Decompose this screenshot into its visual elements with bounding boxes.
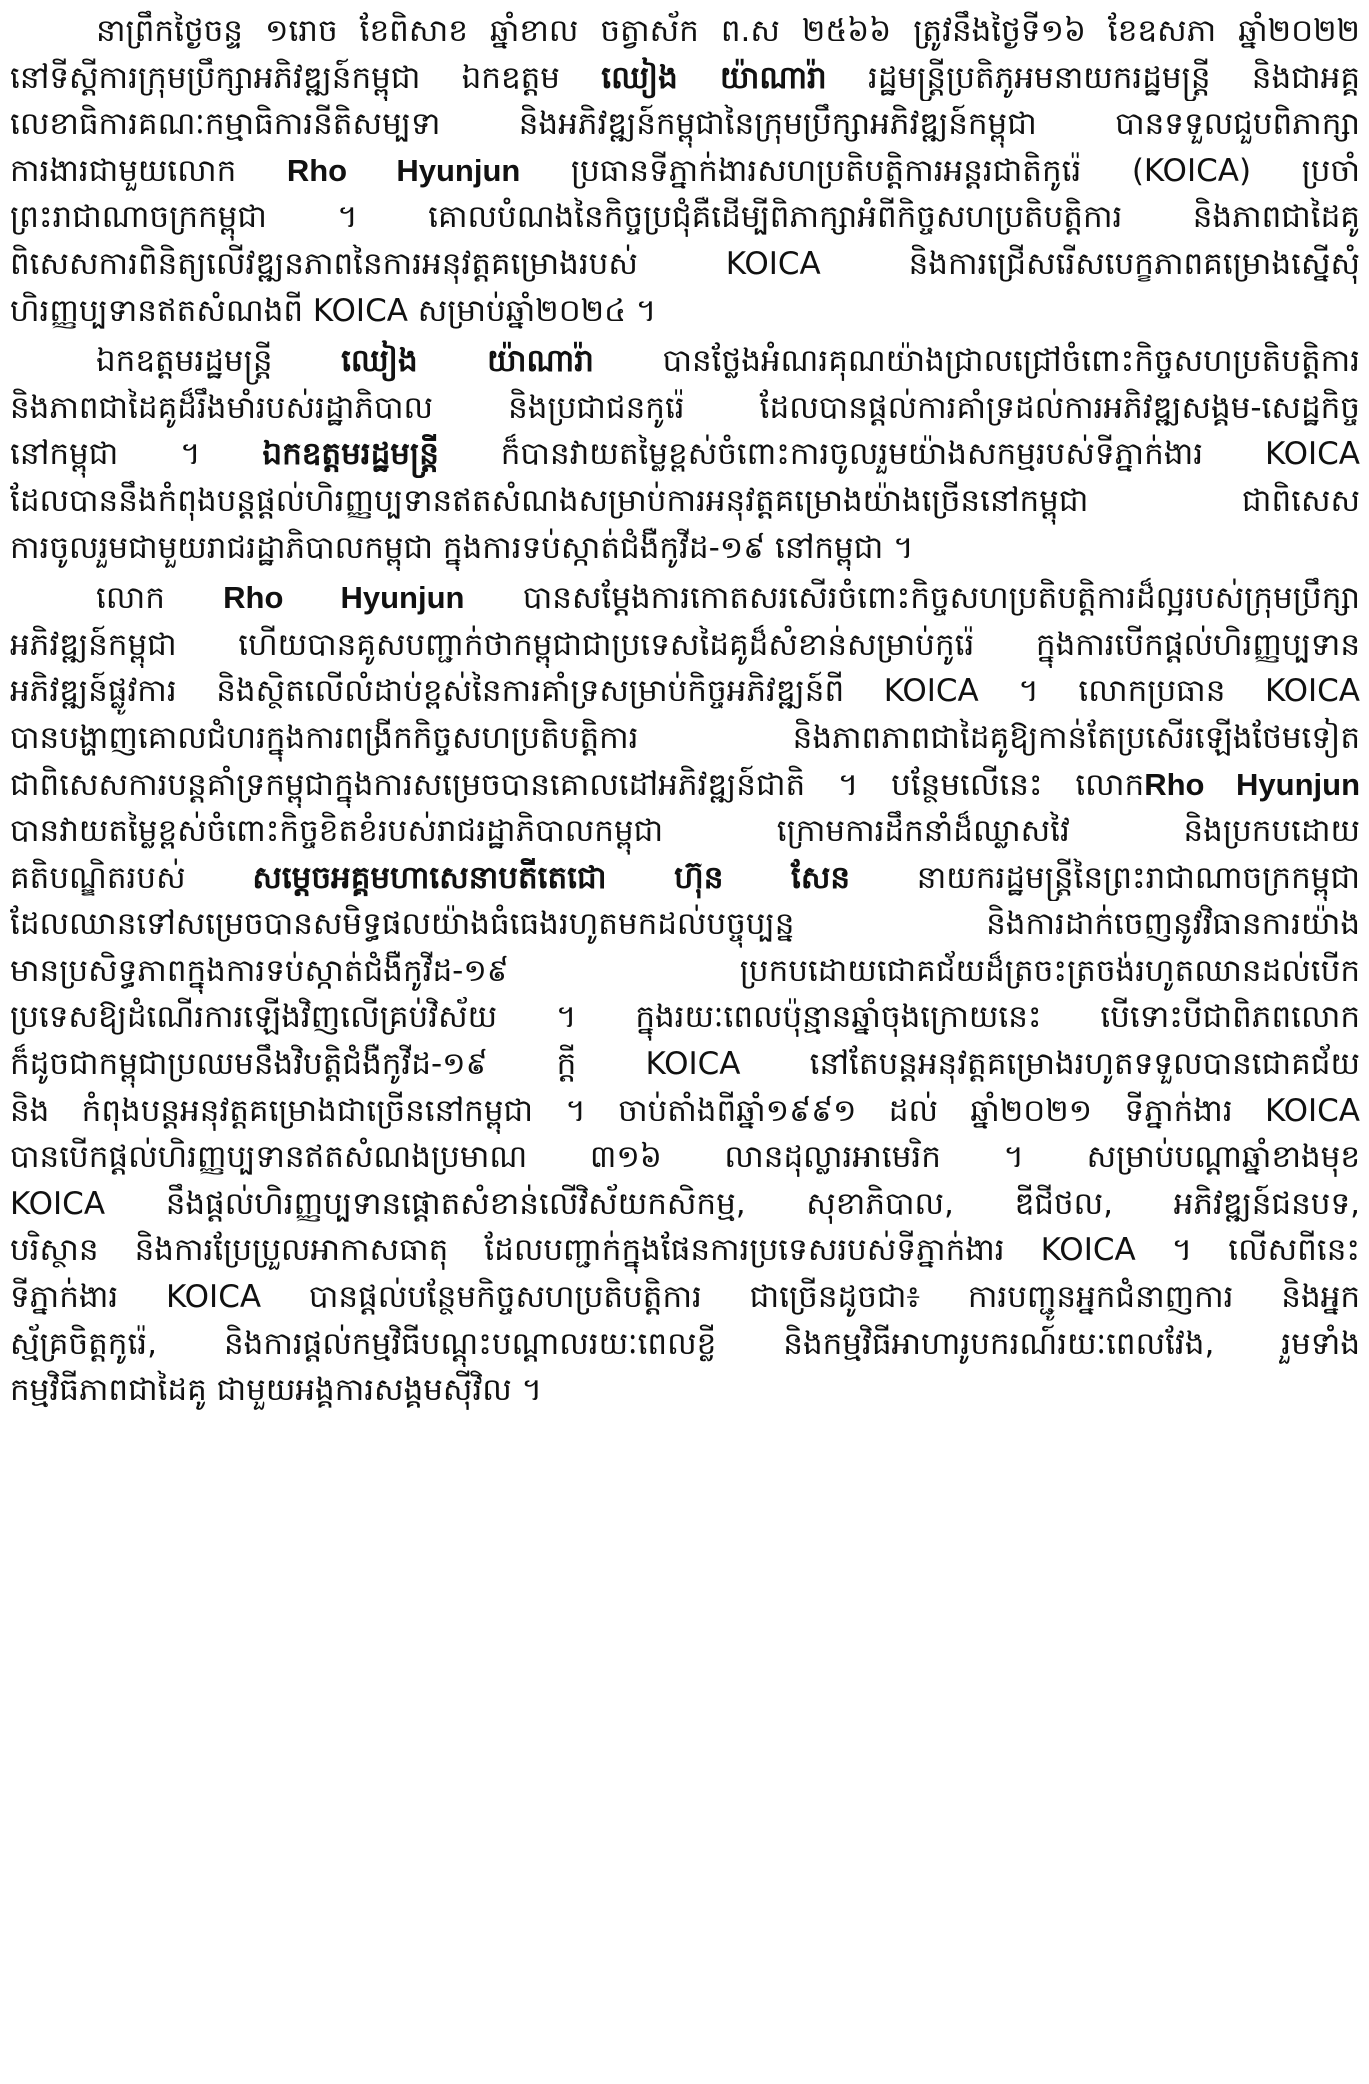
- text-line: [10, 101, 1360, 148]
- text-line: [10, 901, 1360, 948]
- text-line: [10, 385, 1360, 432]
- text-run: លោក: [96, 580, 224, 617]
- bold-name: Rho Hyunjun: [286, 152, 521, 188]
- text-run: គតិបណ្ឌិតរបស់: [10, 859, 253, 896]
- text-run: ជាពិសេសការបន្តគាំទ្រកម្ពុជាក្នុងការសម្រេចបានគោលដៅអភិវឌ្ឍន៍ជាតិ ។ បន្ថែមលើនេះ លោក: [10, 766, 1145, 803]
- text-run: ក៏ដូចជាកម្ពុជាប្រឈមនឹងវិបត្តិជំងឺកូវីដ-១៩ ក្ដី KOICA នៅតែបន្តអនុវត្តគម្រោងរហូតទទួលបានជោគជ័យ: [10, 1046, 1360, 1083]
- bold-name: ឯកឧត្តមរដ្ឋមន្ត្រី: [262, 436, 439, 473]
- text-run: និង កំពុងបន្តអនុវត្តគម្រោងជាច្រើននៅកម្ពុជា ។ ចាប់តាំងពីឆ្នាំ១៩៩១ ដល់ ឆ្នាំ២០២១ ទីភ្នាក់ងារ KOICA: [10, 1092, 1360, 1129]
- text-line: [10, 525, 1360, 572]
- text-line: [10, 338, 1360, 385]
- text-line: [10, 431, 1360, 478]
- text-run: ឯកឧត្តមរដ្ឋមន្ត្រី: [96, 343, 342, 380]
- text-line: [10, 1088, 1360, 1135]
- paragraph: [10, 338, 1360, 571]
- text-line: [10, 288, 1360, 335]
- bold-name: Rho Hyunjun: [1144, 766, 1360, 802]
- text-run: អភិវឌ្ឍន៍កម្ពុជា ហើយបានគូសបញ្ជាក់ថាកម្ពុជាជាប្រទេសដៃគូដ៏សំខាន់សម្រាប់កូរ៉េ ក្នុងការបើកផ្ដល់ហិរញ្ញប្បទាន: [10, 626, 1360, 663]
- text-run: ហិរញ្ញប្បទានឥតសំណងពី KOICA សម្រាប់ឆ្នាំ២០២៤ ។: [10, 292, 657, 329]
- text-line: [10, 1181, 1360, 1228]
- bold-name: ឈៀង យ៉ាណារ៉ា: [341, 343, 594, 380]
- text-run: នាយករដ្ឋមន្ត្រីនៃព្រះរាជាណាចក្រកម្ពុជា: [850, 859, 1360, 896]
- text-run: នៅកម្ពុជា ។: [10, 436, 263, 473]
- text-run: កម្មវិធីភាពជាដៃគូ ជាមួយអង្គការសង្គមស៊ីវិល ។: [10, 1372, 543, 1409]
- text-run: មានប្រសិទ្ធភាពក្នុងការទប់ស្កាត់ជំងឺកូវីដ-១៩ ប្រកបដោយជោគជ័យដ៏ត្រចះត្រចង់រហូតឈានដល់បើក: [10, 952, 1360, 989]
- text-line: [10, 1321, 1360, 1368]
- text-run: ស្ម័គ្រចិត្តកូរ៉េ, និងការផ្ដល់កម្មវិធីបណ្ដុះបណ្ដាលរយៈពេលខ្លី និងកម្មវិធីអាហារូបករណ៍រយៈពេលវែង, រួមទាំង: [10, 1325, 1360, 1362]
- text-run: បានវាយតម្លៃខ្ពស់ចំពោះកិច្ចខិតខំរបស់រាជរដ្ឋាភិបាលកម្ពុជា ក្រោមការដឹកនាំដ៏ឈ្លាសវៃ និងប្រកបដោយ: [10, 813, 1360, 850]
- text-line: [10, 55, 1360, 102]
- paragraph: [10, 575, 1360, 1414]
- text-line: [10, 575, 1360, 622]
- bold-name: Rho Hyunjun: [223, 580, 465, 616]
- text-line: [10, 148, 1360, 195]
- text-line: [10, 241, 1360, 288]
- text-line: [10, 478, 1360, 525]
- text-line: [10, 948, 1360, 995]
- text-run: បានថ្លែងអំណរគុណយ៉ាងជ្រាលជ្រៅចំពោះកិច្ចសហប្រតិបត្តិការ: [593, 343, 1360, 380]
- bold-name: ឈៀង យ៉ាណារ៉ា: [601, 59, 827, 96]
- text-run: ទីភ្នាក់ងារ KOICA បានផ្ដល់បន្ថែមកិច្ចសហប្រតិបត្តិការ ជាច្រើនដូចជា៖ ការបញ្ជូនអ្នកជំនាញការ និងអ្នក: [10, 1279, 1360, 1316]
- text-run: បានបង្ហាញគោលជំហរក្នុងការពង្រីកកិច្ចសហប្រតិបត្តិការ និងភាពភាពជាដៃគូឱ្យកាន់តែប្រសើរឡើងថែមទៀត: [10, 719, 1360, 756]
- text-line: [10, 1274, 1360, 1321]
- text-line: [10, 715, 1360, 762]
- text-line: [10, 808, 1360, 855]
- text-line: [10, 668, 1360, 715]
- text-run: ដែលឈានទៅសម្រេចបានសមិទ្ធផលយ៉ាងធំធេងរហូតមកដល់បច្ចុប្បន្ន និងការដាក់ចេញនូវវិធានការយ៉ាង: [10, 906, 1360, 943]
- text-run: បរិស្ថាន និងការប្រែប្រួលអាកាសធាតុ ដែលបញ្ជាក់ក្នុងផែនការប្រទេសរបស់ទីភ្នាក់ងារ KOICA ។ លើសពីនេះ: [10, 1232, 1360, 1269]
- text-run: KOICA នឹងផ្ដល់ហិរញ្ញប្បទានផ្ដោតសំខាន់លើវិស័យកសិកម្ម, សុខាភិបាល, ឌីជីថល, អភិវឌ្ឍន៍ជនបទ,: [10, 1185, 1360, 1222]
- text-line: [10, 855, 1360, 902]
- text-run: ប្រធានទីភ្នាក់ងារសហប្រតិបត្តិការអន្តរជាតិកូរ៉េ (KOICA) ប្រចាំ: [520, 152, 1360, 189]
- text-run: បានសម្ដែងការកោតសរសើរចំពោះកិច្ចសហប្រតិបត្តិការដ៏ល្អរបស់ក្រុមប្រឹក្សា: [464, 580, 1360, 617]
- text-run: ការងារជាមួយលោក: [10, 152, 287, 189]
- text-line: [10, 1367, 1360, 1414]
- paragraph: [10, 8, 1360, 334]
- text-run: ដែលបាននឹងកំពុងបន្តផ្ដល់ហិរញ្ញប្បទានឥតសំណងសម្រាប់ការអនុវត្តគម្រោងយ៉ាងច្រើននៅកម្ពុជា ជាពិសេស: [10, 482, 1360, 519]
- text-run: នាព្រឹកថ្ងៃចន្ទ ១រោច ខែពិសាខ ឆ្នាំខាល ចត្វាស័ក ព.ស ២៥៦៦ ត្រូវនឹងថ្ងៃទី១៦ ខែឧសភា ឆ្នាំ២០២២: [96, 13, 1360, 49]
- text-run: អភិវឌ្ឍន៍ផ្លូវការ និងស្ថិតលើលំដាប់ខ្ពស់នៃការគាំទ្រសម្រាប់កិច្ចអភិវឌ្ឍន៍ពី KOICA ។ លោកប្រធាន KOICA: [10, 673, 1360, 710]
- text-line: [10, 762, 1360, 809]
- text-line: [10, 194, 1360, 241]
- text-run: ក៏បានវាយតម្លៃខ្ពស់ចំពោះការចូលរួមយ៉ាងសកម្មរបស់ទីភ្នាក់ងារ KOICA: [438, 436, 1360, 473]
- text-run: បានបើកផ្ដល់ហិរញ្ញប្បទានឥតសំណងប្រមាណ ៣១៦ លានដុល្លារអាមេរិក ។ សម្រាប់បណ្ដាឆ្នាំខាងមុខ: [10, 1139, 1360, 1176]
- text-line: [10, 622, 1360, 669]
- text-run: ការចូលរួមជាមួយរាជរដ្ឋាភិបាលកម្ពុជា ក្នុងការទប់ស្កាត់ជំងឺកូវីដ-១៩ នៅកម្ពុជា ។: [10, 529, 914, 566]
- text-line: [10, 1227, 1360, 1274]
- document-body: [10, 8, 1360, 1418]
- text-run: រដ្ឋមន្ត្រីប្រតិភូអមនាយករដ្ឋមន្ត្រី និងជាអគ្គ: [826, 59, 1360, 96]
- text-run: ព្រះរាជាណាចក្រកម្ពុជា ។ គោលបំណងនៃកិច្ចប្រជុំគឺដើម្បីពិភាក្សាអំពីកិច្ចសហប្រតិបត្តិការ និងភាពជាដៃគូ: [10, 199, 1360, 236]
- text-run: ប្រទេសឱ្យដំណើរការឡើងវិញលើគ្រប់វិស័យ ។ ក្នុងរយៈពេលប៉ុន្មានឆ្នាំចុងក្រោយនេះ បើទោះបីជាពិភពលោក: [10, 999, 1360, 1036]
- text-run: និងភាពជាដៃគូដ៏រឹងមាំរបស់រដ្ឋាភិបាល និងប្រជាជនកូរ៉េ ដែលបានផ្ដល់ការគាំទ្រដល់ការអភិវឌ្ឍសង្គម-សេដ្ឋកិច្ច: [10, 389, 1360, 426]
- text-run: ពិសេសការពិនិត្យលើវឌ្ឍនភាពនៃការអនុវត្តគម្រោងរបស់ KOICA និងការជ្រើសរើសបេក្ខភាពគម្រោងស្នើសុំ: [10, 245, 1360, 282]
- text-line: [10, 1041, 1360, 1088]
- text-line: [10, 1134, 1360, 1181]
- text-line: [10, 8, 1360, 55]
- bold-name: សម្ដេចអគ្គមហាសេនាបតីតេជោ ហ៊ុន សែន: [252, 859, 851, 896]
- text-line: [10, 994, 1360, 1041]
- text-run: នៅទីស្ដីការក្រុមប្រឹក្សាអភិវឌ្ឍន៍កម្ពុជា ឯកឧត្តម: [10, 59, 602, 96]
- text-run: លេខាធិការគណៈកម្មាធិការនីតិសម្បទា និងអភិវឌ្ឍន៍កម្ពុជានៃក្រុមប្រឹក្សាអភិវឌ្ឍន៍កម្ពុជា បានទទួលជួបពិភាក្សា: [10, 106, 1360, 143]
